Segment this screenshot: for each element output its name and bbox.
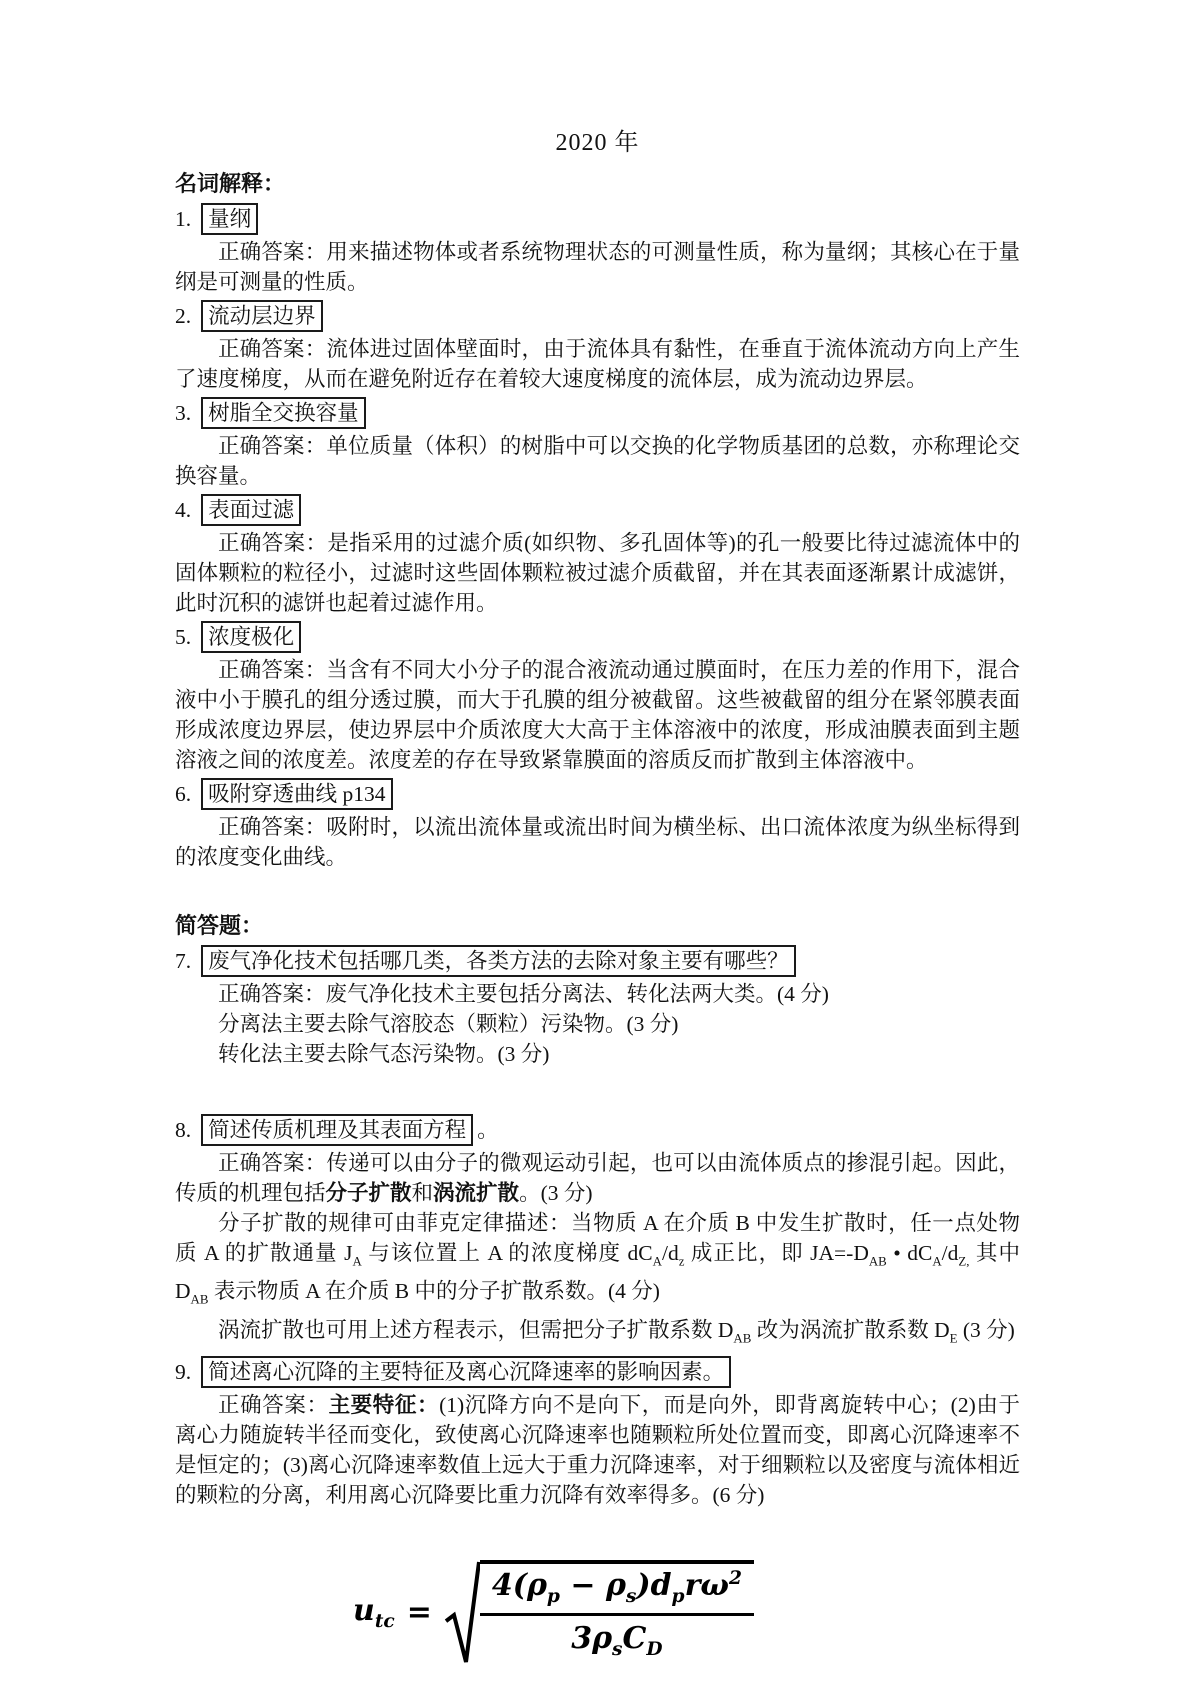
item-number: 6. <box>175 782 192 806</box>
question-box: 废气净化技术包括哪几类，各类方法的去除对象主要有哪些？ <box>201 945 796 977</box>
formula-fraction <box>480 1560 754 1666</box>
question-8 <box>175 1114 1020 1146</box>
term-answer-2: 正确答案：流体进过固体壁面时，由于流体具有黏性，在垂直于流体流动方向上产生了速度梯度，从而在避免附近存在着较大速度梯度的流体层，成为流动边界层。 <box>175 337 1020 391</box>
question-suffix: 。 <box>477 1118 499 1142</box>
item-number: 1. <box>175 207 192 231</box>
item-number: 2. <box>175 304 192 328</box>
item-number: 8. <box>175 1118 192 1142</box>
term-answer-3: 正确答案：单位质量（体积）的树脂中可以交换的化学物质基团的总数，亦称理论交换容量。 <box>175 434 1020 488</box>
question-8-answer-2: 分子扩散的规律可由菲克定律描述：当物质 A 在介质 B 中发生扩散时，任一点处物质 A 的扩散通量 $J_A$ 与该位置上 A 的浓度梯度 $dC_A/d_z$ 成正比，即 $JA=-D_{AB}$ • $dC_A/d_{Z,}$ 其中 $D_{AB}$ 表示物质 A 在介质 B 中的分子扩散系数。(4 分) <box>175 1211 1020 1307</box>
question-7 <box>175 945 1020 977</box>
question-8-answer-1: 正确答案：传递可以由分子的微观运动引起，也可以由流体质点的掺混引起。因此，传质的机理包括分子扩散和涡流扩散。(3 分) <box>175 1151 1020 1205</box>
formula-settling-velocity <box>353 1560 754 1666</box>
formula-lhs: $u_{tc}$ <box>353 1593 395 1633</box>
item-number: 9. <box>175 1359 192 1384</box>
term-box: 树脂全交换容量 <box>201 397 366 429</box>
item-number: 4. <box>175 498 192 522</box>
term-box: 吸附穿透曲线 p134 <box>201 778 392 810</box>
formula-equals: = <box>406 1595 432 1631</box>
term-box: 量纲 <box>201 203 258 235</box>
formula-denominator: $3\rho_sC_D$ <box>571 1620 663 1660</box>
term-answer-5: 正确答案：当含有不同大小分子的混合液流动通过膜面时，在压力差的作用下，混合液中小于膜孔的组分透过膜，而大于孔膜的组分被截留。这些被截留的组分在紧邻膜表面形成浓度边界层，使边界层中介质浓度大大高于主体溶液中的浓度，形成油膜表面到主题溶液之间的浓度差。浓度差的存在导致紧靠膜面的溶质反而扩散到主体溶液中。 <box>175 658 1020 772</box>
term-box: 表面过滤 <box>201 494 301 526</box>
question-7-answer-1: 正确答案：废气净化技术主要包括分离法、转化法两大类。(4 分) <box>218 982 829 1006</box>
spacer <box>175 1069 1020 1111</box>
term-item-3 <box>175 397 1020 429</box>
formula-root <box>444 1560 754 1666</box>
term-answer-1: 正确答案：用来描述物体或者系统物理状态的可测量性质，称为量纲；其核心在于量纲是可测量的性质。 <box>175 240 1020 294</box>
square-root-radical-icon <box>444 1560 480 1666</box>
question-9-answer: 正确答案：主要特征：(1)沉降方向不是向下，而是向外，即背离旋转中心；(2)由于离心力随旋转半径而变化，致使离心沉降速率也随颗粒所处位置而变，即离心沉降速率不是恒定的；(3)离心沉降速率数值上远大于重力沉降速率，对于细颗粒以及密度与流体相近的颗粒的分离，利用离心沉降要比重力沉降有效率得多。(6 分) <box>175 1392 1020 1507</box>
question-9 <box>175 1356 1020 1388</box>
question-box: 简述传质机理及其表面方程 <box>201 1114 473 1146</box>
section-heading-terms: 名词解释： <box>175 171 286 196</box>
question-box: 简述离心沉降的主要特征及离心沉降速率的影响因素。 <box>201 1356 731 1388</box>
spacer <box>175 872 1020 910</box>
term-item-5 <box>175 621 1020 653</box>
item-number: 3. <box>175 401 192 425</box>
term-answer-4: 正确答案：是指采用的过滤介质(如织物、多孔固体等)的孔一般要比待过滤流体中的固体颗粒的粒径小，过滤时这些固体颗粒被过滤介质截留，并在其表面逐渐累计成滤饼，此时沉积的滤饼也起着过滤作用。 <box>175 531 1020 615</box>
term-box: 流动层边界 <box>201 300 323 332</box>
term-item-6 <box>175 778 1020 810</box>
term-item-1 <box>175 203 1020 235</box>
term-box: 浓度极化 <box>201 621 301 653</box>
question-7-answer-3: 转化法主要去除气态污染物。(3 分) <box>218 1042 550 1066</box>
question-8-answer-3: 涡流扩散也可用上述方程表示，但需把分子扩散系数 $D_{AB}$ 改为涡流扩散系数 $D_E$ (3 分) <box>218 1317 1015 1345</box>
term-item-2 <box>175 300 1020 332</box>
item-number: 5. <box>175 625 192 649</box>
formula-numerator: $4(\rho_p - \rho_s)d_pr\omega^2$ <box>480 1564 754 1616</box>
item-number: 7. <box>175 949 192 973</box>
section-heading-short-answer: 简答题： <box>175 913 264 938</box>
term-item-4 <box>175 494 1020 526</box>
document-title: 2020 年 <box>555 130 640 156</box>
question-7-answer-2: 分离法主要去除气溶胶态（颗粒）污染物。(3 分) <box>218 1012 679 1036</box>
term-answer-6: 正确答案：吸附时，以流出流体量或流出时间为横坐标、出口流体浓度为纵坐标得到的浓度变化曲线。 <box>175 815 1020 869</box>
